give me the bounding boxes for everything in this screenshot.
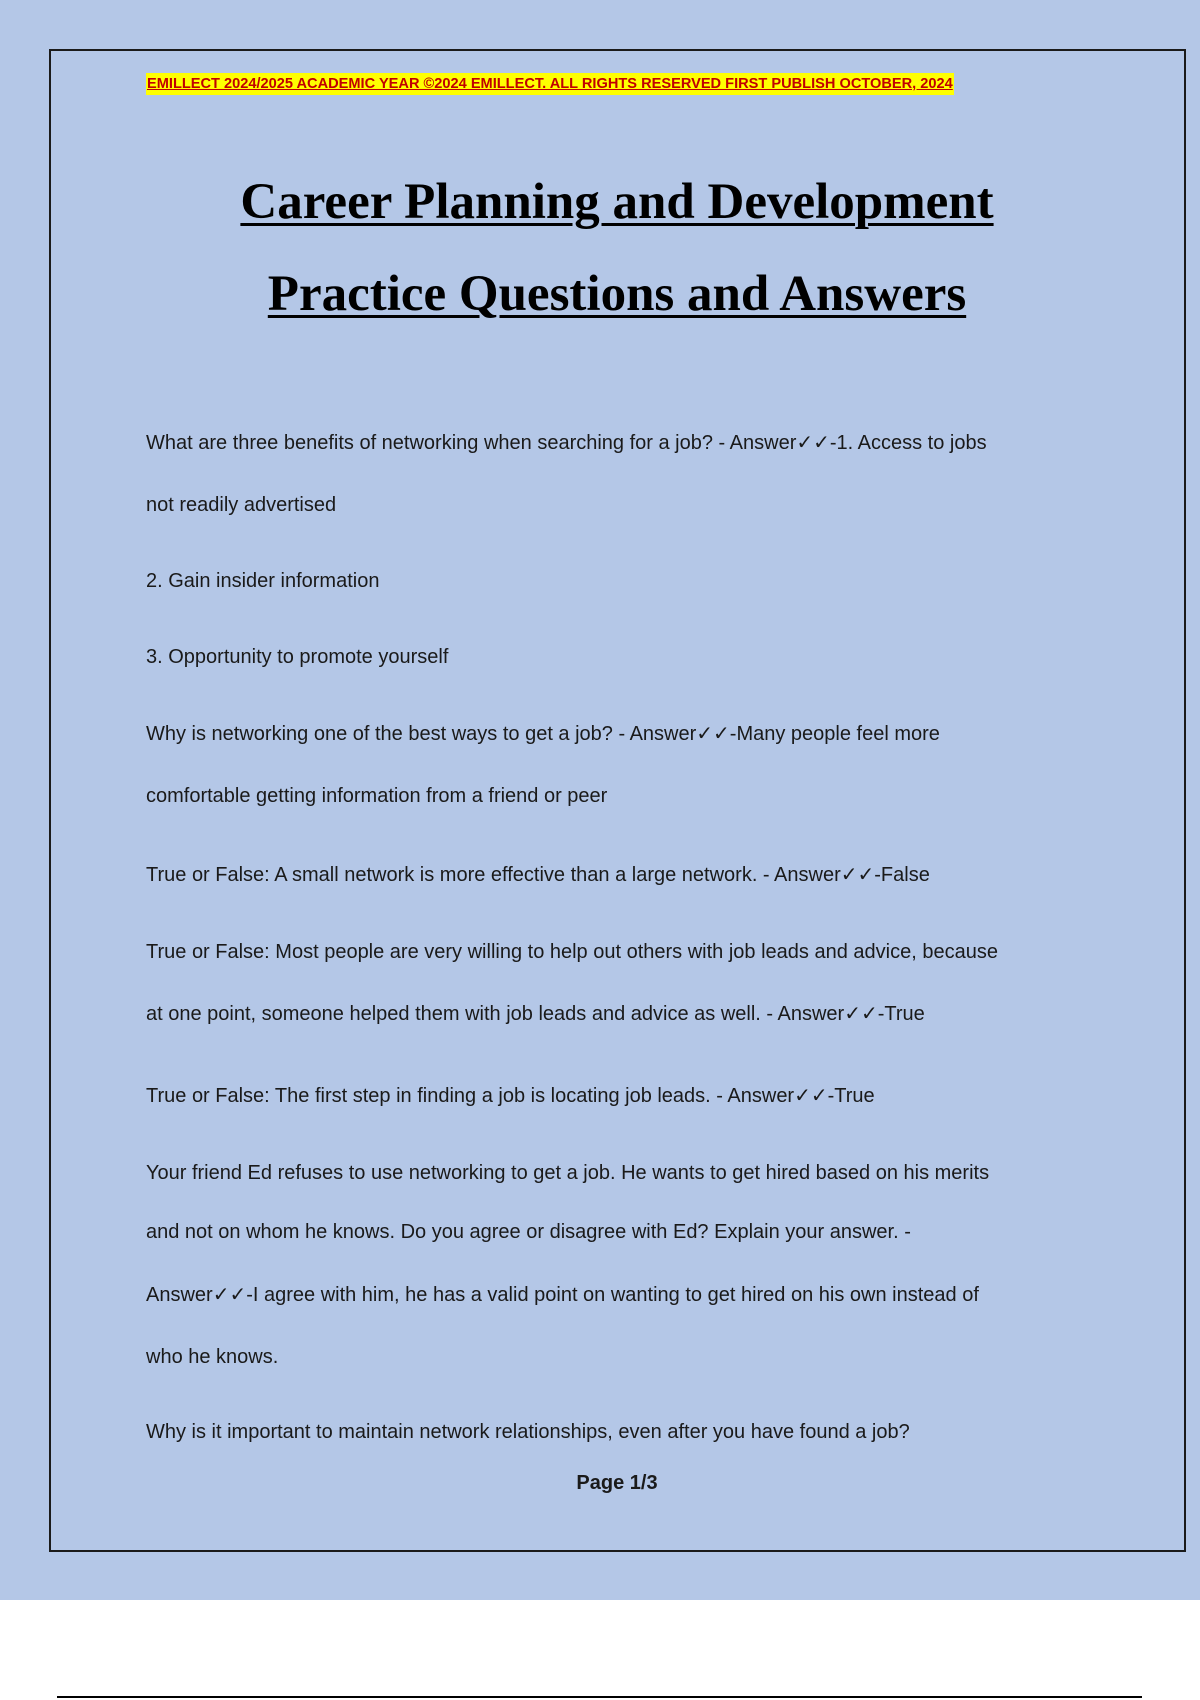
document-title-line-2: Practice Questions and Answers [267, 266, 967, 322]
text-line: Why is it important to maintain network relationships, even after you have found a job? [146, 1421, 910, 1443]
text-line: at one point, someone helped them with job leads and advice as well. - Answer✓✓-True [146, 1003, 925, 1025]
text-line: Why is networking one of the best ways to get a job? - Answer✓✓-Many people feel more [146, 723, 940, 745]
text-line: who he knows. [146, 1346, 279, 1368]
page-number: Page 1/3 [576, 1472, 658, 1494]
text-line: and not on whom he knows. Do you agree or disagree with Ed? Explain your answer. - [146, 1221, 911, 1243]
text-line: True or False: A small network is more effective than a large network. - Answer✓✓-False [146, 864, 930, 886]
document-title-line-1: Career Planning and Development [240, 174, 994, 230]
copyright-banner: EMILLECT 2024/2025 ACADEMIC YEAR ©2024 EMILLECT. ALL RIGHTS RESERVED FIRST PUBLISH OCTOBER, 2024 [146, 73, 954, 95]
footer-divider [57, 1696, 1142, 1698]
text-line: True or False: The first step in finding a job is locating job leads. - Answer✓✓-True [146, 1085, 875, 1107]
text-line: not readily advertised [146, 494, 337, 516]
text-line: 3. Opportunity to promote yourself [146, 646, 449, 668]
text-line: What are three benefits of networking when searching for a job? - Answer✓✓-1. Access to jobs [146, 432, 987, 454]
text-line: comfortable getting information from a friend or peer [146, 785, 608, 807]
text-line: Answer✓✓-I agree with him, he has a valid point on wanting to get hired on his own instead of [146, 1284, 979, 1306]
text-line: True or False: Most people are very willing to help out others with job leads and advice, because [146, 941, 998, 963]
text-line: 2. Gain insider information [146, 570, 380, 592]
text-line: Your friend Ed refuses to use networking to get a job. He wants to get hired based on his merits [146, 1162, 990, 1184]
